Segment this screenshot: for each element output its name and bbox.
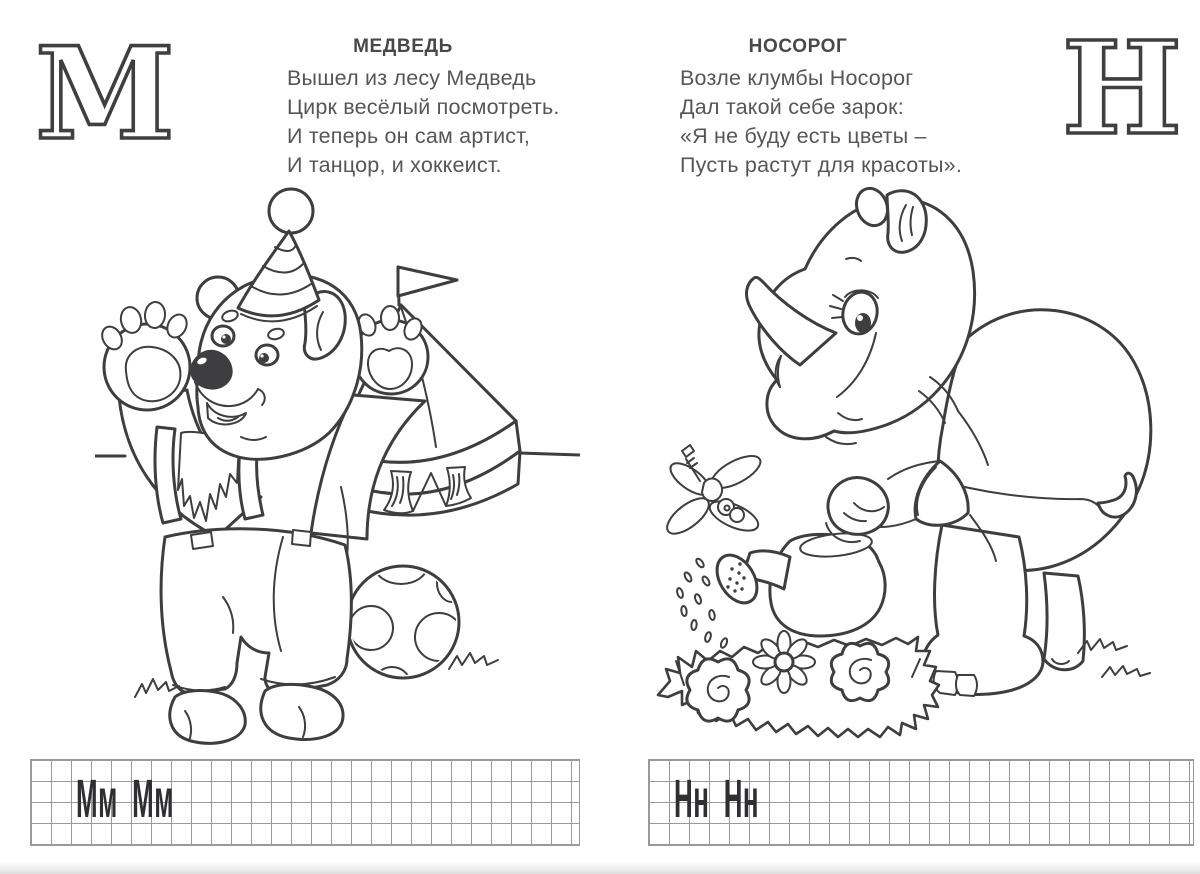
right-practice-grid xyxy=(648,759,1194,846)
rhino-arm xyxy=(828,461,968,534)
left-title: МЕДВЕДЬ xyxy=(353,36,453,57)
poem-line: «Я не буду есть цветы – xyxy=(680,124,927,148)
flower-bed xyxy=(658,631,939,737)
right-title: НОСОРОГ xyxy=(748,36,848,57)
bear-circus-illustration xyxy=(95,185,580,770)
rhino-ear xyxy=(887,191,926,253)
bear-right-paw xyxy=(354,306,428,394)
grass-tuft xyxy=(135,679,179,697)
poem-line: Возле клумбы Носорог xyxy=(680,66,914,90)
display-letter-n xyxy=(1048,18,1200,178)
poem-line: Вышел из лесу Медведь xyxy=(287,66,537,90)
grass-tuft xyxy=(449,653,498,669)
display-letter-m xyxy=(20,22,190,182)
daisy-flower xyxy=(753,631,815,693)
ball-icon xyxy=(347,548,467,705)
right-practice-letters: Нн Нн xyxy=(674,769,760,829)
letter-m-glyph: М xyxy=(35,22,175,168)
poem-line: Цирк весёлый посмотреть. xyxy=(287,95,560,119)
poem-line: Дал такой себе зарок: xyxy=(680,95,904,119)
grass-tuft xyxy=(1102,666,1150,677)
left-practice-letters: Мм Мм xyxy=(76,769,174,829)
left-poem xyxy=(287,64,560,180)
rhino-drawing xyxy=(676,185,1151,696)
watering-can-icon xyxy=(709,523,885,636)
horizon-line xyxy=(519,453,580,455)
letter-n-glyph: Н xyxy=(1062,18,1182,163)
scan-shadow xyxy=(0,862,1200,874)
poem-line: Пусть растут для красоты». xyxy=(680,153,962,177)
bear-overalls xyxy=(161,529,351,694)
rhino-watering-illustration xyxy=(640,185,1160,770)
left-practice-grid xyxy=(30,759,580,846)
bear-left-paw xyxy=(98,301,190,410)
bear-feet xyxy=(170,684,343,743)
party-hat-icon xyxy=(238,189,319,321)
bear-head xyxy=(190,189,362,459)
poem-line: И теперь он сам артист, xyxy=(287,124,531,148)
rhino-head xyxy=(747,185,975,444)
dragonfly-icon xyxy=(662,445,765,540)
poem-line: И танцор, и хоккеист. xyxy=(287,153,502,177)
right-poem xyxy=(680,64,962,180)
